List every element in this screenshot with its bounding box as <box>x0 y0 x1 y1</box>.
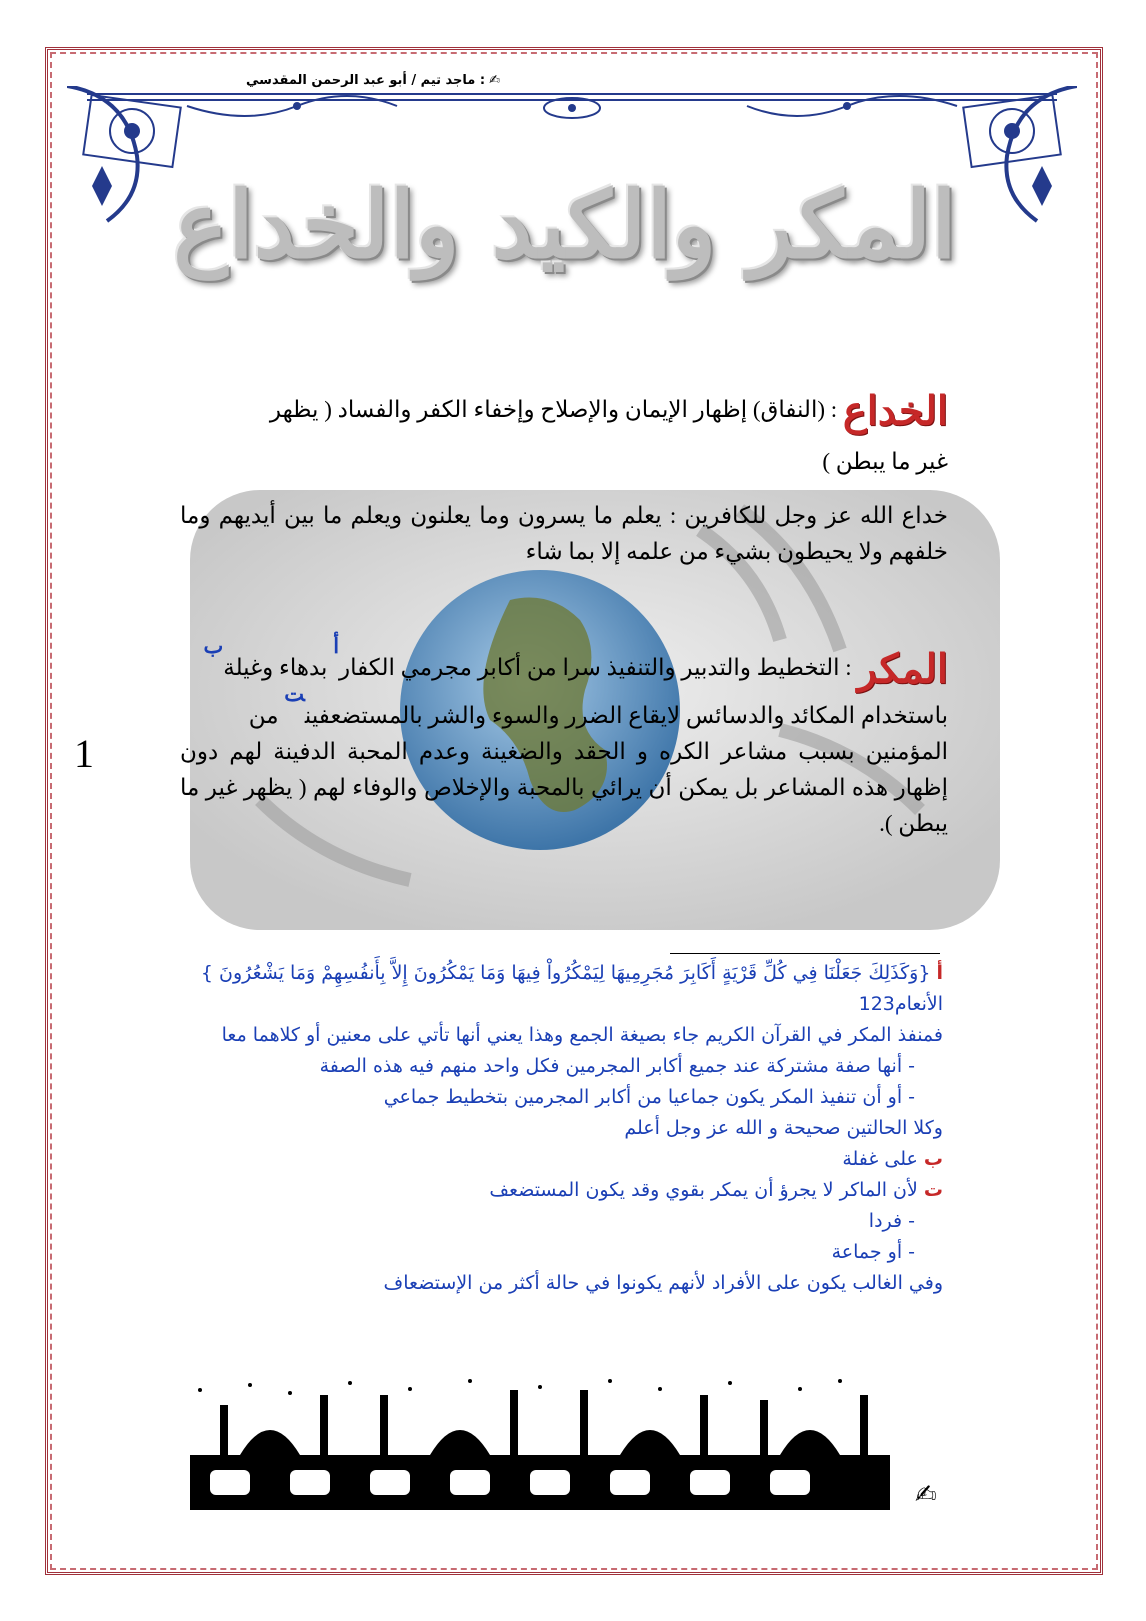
footnote-t-label: ت <box>923 1179 943 1201</box>
footnote-t-conclusion: وفي الغالب يكون على الأفراد لأنهم يكونوا في حالة أكثر من الإستضعاف <box>383 1272 943 1294</box>
footnote-a-verse: {وَكَذَلِكَ جَعَلْنَا فِي كُلِّ قَرْيَةٍ أَكَابِرَ مُجَرِمِيهَا لِيَمْكُرُواْ فِيهَا وَمَا يَمْكُرُونَ إِلاَّ بِأَنفُسِهِمْ وَمَا يَشْعُرُونَ }الأنعام123 <box>200 962 943 1015</box>
author-prefix: : <box>475 73 486 88</box>
mosque-calligraphy-art <box>180 1375 940 1515</box>
footnote-b <box>165 1144 943 1175</box>
khida-line-1 <box>180 387 948 435</box>
footnote-a-item-1: - أنها صفة مشتركة عند جميع أكابر المجرمين فكل واحد منهم فيه هذه الصفة <box>319 1055 915 1077</box>
pen-icon-bottom: ✍ <box>915 1480 937 1510</box>
footnote-t-item-2: - أو جماعة <box>831 1241 915 1263</box>
footnote-separator <box>670 953 940 954</box>
khida-paragraph-2: خداع الله عز وجل للكافرين : يعلم ما يسرون وما يعلنون ويعلم ما بين أيديهم وما خلفهم ولا يحيطون بشيء من علمه إلا بما شاء <box>180 502 948 564</box>
khida-line-2: غير ما يبطن ) <box>822 448 948 474</box>
khida-term: الخداع <box>842 387 948 435</box>
footnote-a-conclusion: وكلا الحالتين صحيحة و الله عز وجل أعلم <box>624 1117 943 1139</box>
footnote-ref-t[interactable]: ت <box>284 681 305 706</box>
footnote-ref-b[interactable]: ب <box>203 634 224 658</box>
footnote-t <box>165 1175 943 1206</box>
makr-line-2-end: من <box>248 702 279 728</box>
khida-section <box>180 387 948 570</box>
author-name: ماجد تيم / أبو عبد الرحمن المقدسي <box>246 73 476 88</box>
page-number: 1 <box>74 731 94 776</box>
makr-definition: : التخطيط والتدبير والتنفيذ سرا من أكابر مجرمي الكفار <box>339 655 852 680</box>
footnote-b-text: على غفلة <box>842 1148 918 1170</box>
footnotes <box>165 958 943 1299</box>
footnote-b-label: ب <box>923 1148 943 1170</box>
makr-paragraph-rest: المؤمنين بسبب مشاعر الكره و الحقد والضغينة وعدم المحبة الدفينة لهم دون إظهار هذه المشاعر بل يمكن أن يرائي بالمحبة والإخلاص والوفاء لهم ( يظهر غير ما يبطن ). <box>180 738 948 836</box>
footnote-a-label: أ <box>936 962 943 984</box>
footnote-a-text: فمنفذ المكر في القرآن الكريم جاء بصيغة الجمع وهذا يعني أنها تأتي على معنين أو كلاهما معا <box>221 1024 943 1046</box>
footnote-ref-a[interactable]: أ <box>333 634 340 658</box>
pen-icon: ✍ <box>489 73 500 88</box>
makr-section <box>180 634 948 842</box>
makr-definition-end: بدهاء وغيلة <box>223 655 328 680</box>
khida-definition: : (النفاق) إظهار الإيمان والإصلاح وإخفاء الكفر والفساد ( يظهر <box>269 397 838 422</box>
footnote-t-text: لأن الماكر لا يجرؤ أن يمكر بقوي وقد يكون المستضعف <box>489 1179 918 1201</box>
makr-term: المكر <box>857 645 948 693</box>
page-title: المكر والكيد والخداع <box>173 171 957 279</box>
footnote-t-item-1: - فردا <box>868 1210 915 1232</box>
makr-line-2 <box>180 681 948 734</box>
makr-line-2-text: باستخدام المكائد والدسائس لايقاع الضرر والسوء والشر بالمستضعفين <box>304 702 948 728</box>
footnote-a-item-2: - أو أن تنفيذ المكر يكون جماعيا من أكابر المجرمين بتخطيط جماعي <box>383 1086 915 1108</box>
footnote-a <box>165 958 943 1020</box>
